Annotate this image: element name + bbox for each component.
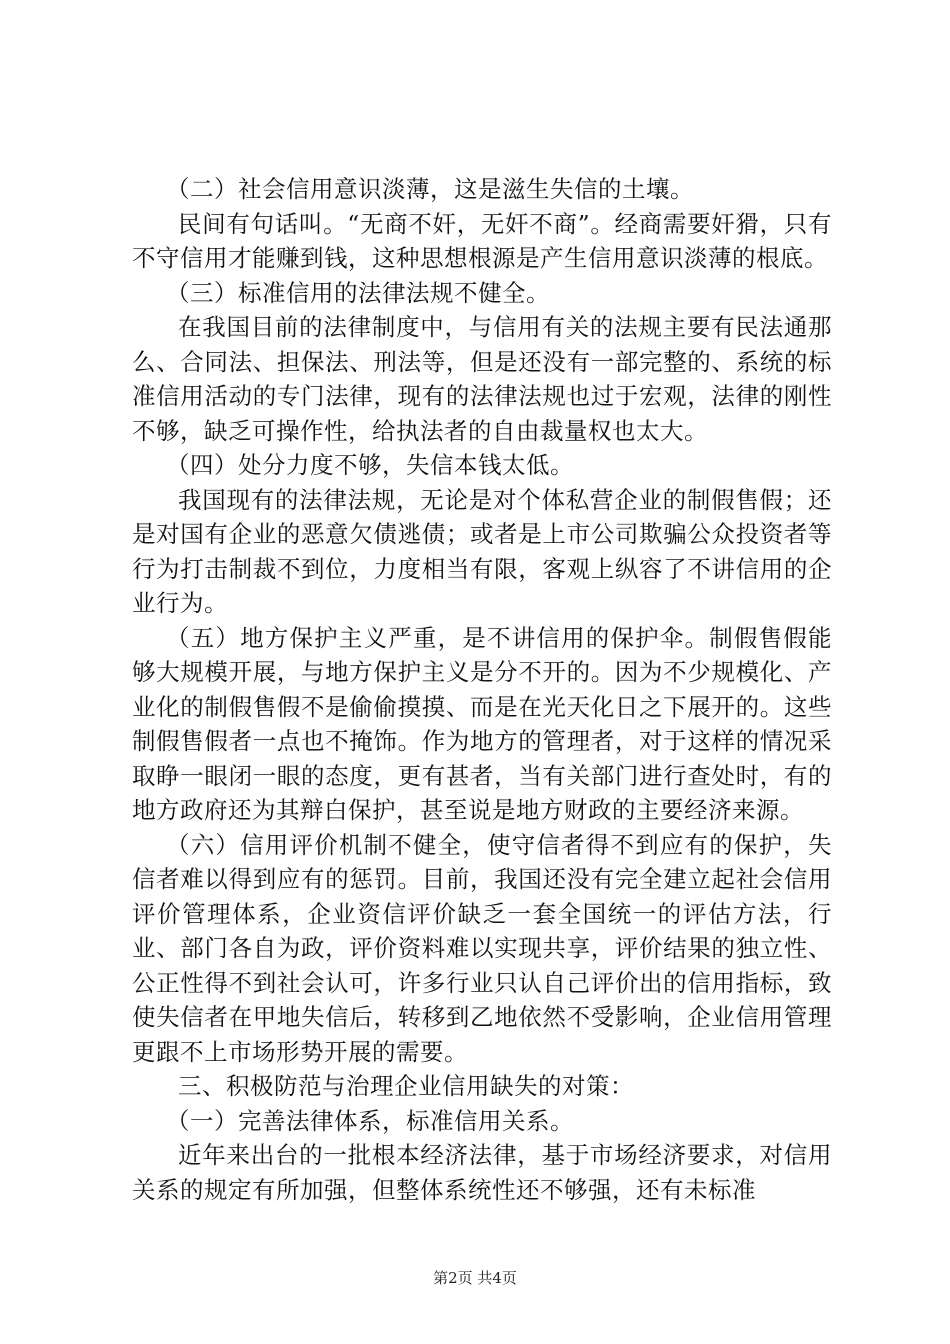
section-heading-4: （四）处分力度不够，失信本钱太低。 [166, 451, 574, 479]
paragraph: 我国现有的法律法规，无论是对个体私营企业的制假售假；还是对国有企业的恶意欠债逃债；或者是上市公司欺骗公众投资者等行为打击制裁不到位，力度相当有限，客观上纵容了不讲信用的企业行为。 [132, 485, 832, 617]
section-heading-2: （二）社会信用意识淡薄，这是滋生失信的土壤。 [166, 175, 694, 203]
paragraph: 近年来出台的一批根本经济法律，基于市场经济要求，对信用关系的规定有所加强，但整体系统性还不够强，还有未标准 [132, 1141, 832, 1204]
page-number-footer: 第2页 共4页 [433, 1269, 517, 1287]
paragraph: 在我国目前的法律制度中，与信用有关的法规主要有民法通那么、合同法、担保法、刑法等，但是还没有一部完整的、系统的标准信用活动的专门法律，现有的法律法规也过于宏观，法律的刚性不够，缺乏可操作性，给执法者的自由裁量权也太大。 [132, 313, 832, 445]
section-heading-6: （六）信用评价机制不健全，使守信者得不到应有的保护，失信者难以得到应有的惩罚。目前，我国还没有完全建立起社会信用评价管理体系，企业资信评价缺乏一套全国统一的评估方法，行业、部门各自为政，评价资料难以实现共享，评价结果的独立性、公正性得不到社会认可，许多行业只认自己评价出的信用指标，致使失信者在甲地失信后，转移到乙地依然不受影响，企业信用管理更跟不上市场形势开展的需要。 [132, 830, 832, 1066]
section-heading-5: （五）地方保护主义严重，是不讲信用的保护伞。制假售假能够大规模开展，与地方保护主义是分不开的。因为不少规模化、产业化的制假售假不是偷偷摸摸、而是在光天化日之下展开的。这些制假售假者一点也不掩饰。作为地方的管理者，对于这样的情况采取睁一眼闭一眼的态度，更有甚者，当有关部门进行查处时，有的地方政府还为其辩白保护，甚至说是地方财政的主要经济来源。 [132, 623, 832, 824]
document-body [132, 172, 832, 1207]
paragraph: 民间有句话叫。“无商不奸，无奸不商”。经商需要奸猾，只有不守信用才能赚到钱，这种思想根源是产生信用意识淡薄的根底。 [132, 209, 832, 272]
part-heading-3: 三、积极防范与治理企业信用缺失的对策： [178, 1072, 634, 1100]
section-heading-1: （一）完善法律体系，标准信用关系。 [166, 1106, 574, 1135]
section-heading-3: （三）标准信用的法律法规不健全。 [166, 278, 550, 307]
